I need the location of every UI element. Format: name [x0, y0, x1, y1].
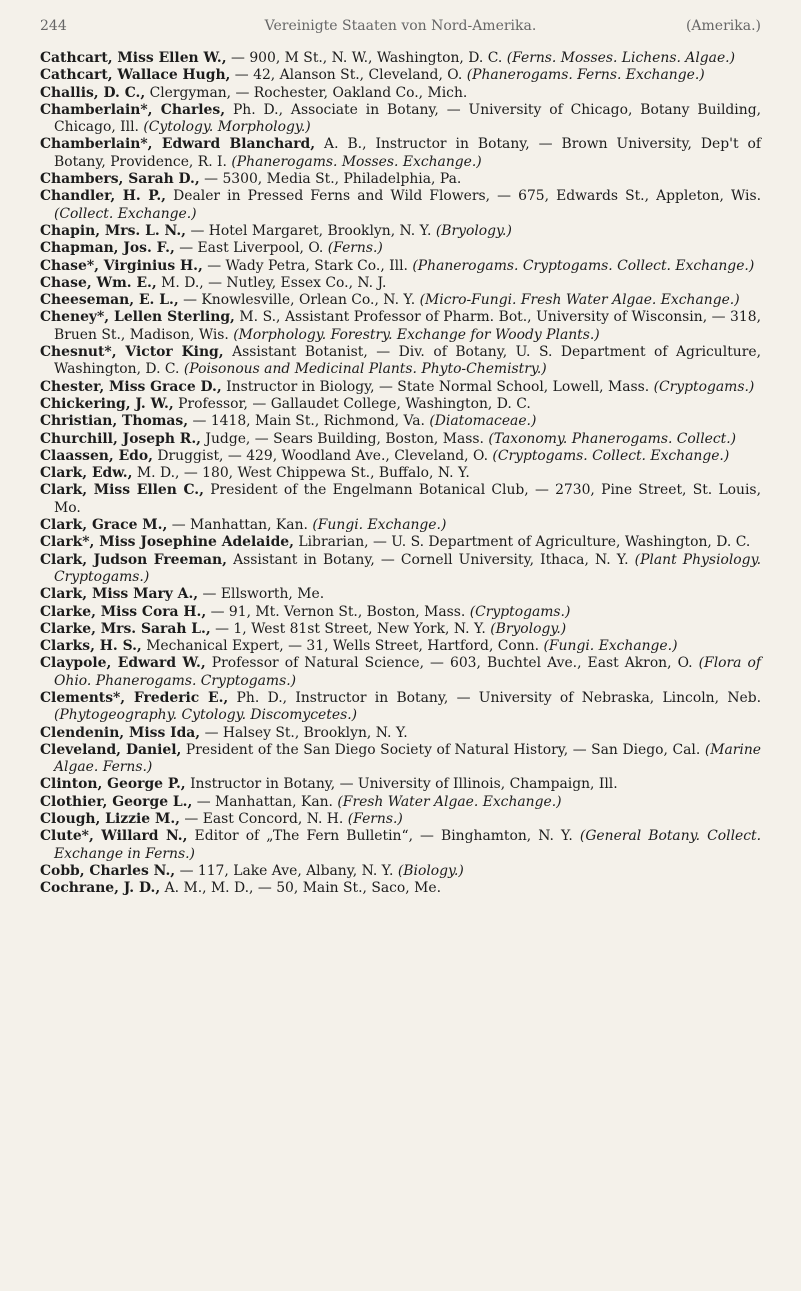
directory-entry — [40, 517, 761, 534]
directory-entry — [40, 482, 761, 517]
entry-name: Chapin, Mrs. L. N., — [40, 222, 187, 239]
entry-name: Churchill, Joseph R., — [40, 430, 201, 447]
entry-details: — Manhattan, Kan. — [167, 517, 313, 534]
entry-details: President of the Engelmann Botanical Club, — 2730, Pine Street, St. Louis, Mo. — [54, 482, 761, 516]
entry-interests: (Ferns.) — [347, 811, 403, 828]
directory-entry — [40, 102, 761, 137]
directory-entry — [40, 880, 761, 897]
entry-details: Clergyman, — Rochester, Oakland Co., Mich. — [145, 84, 468, 101]
entry-name: Cobb, Charles N., — [40, 862, 176, 879]
entry-interests: (Micro-Fungi. Fresh Water Algae. Exchange.) — [419, 292, 740, 309]
entry-interests: (Phytogeography. Cytology. Discomycetes.) — [54, 707, 358, 724]
entry-name: Clarke, Mrs. Sarah L., — [40, 620, 211, 637]
entry-name: Chambers, Sarah D., — [40, 171, 200, 188]
entry-details: Ph. D., Associate in Botany, — University of Chicago, Botany Building, Chicago, Ill. — [54, 101, 761, 136]
entry-details: — 1418, Main St., Richmond, Va. — [188, 413, 430, 430]
directory-entry — [40, 258, 761, 275]
directory-entry — [40, 828, 761, 863]
directory-entry — [40, 309, 761, 344]
entry-name: Chase*, Virginius H., — [40, 257, 203, 274]
directory-entry — [40, 638, 761, 655]
directory-entry — [40, 552, 761, 587]
entry-interests: (Collect. Exchange.) — [54, 205, 197, 222]
entry-interests: (Cryptogams. Collect. Exchange.) — [492, 447, 730, 464]
entry-name: Cheney*, Lellen Sterling, — [40, 309, 235, 326]
entry-interests: (Taxonomy. Phanerogams. Collect.) — [488, 430, 737, 447]
entry-name: Cathcart, Miss Ellen W., — [40, 50, 227, 66]
entry-interests: (Cytology. Morphology.) — [143, 119, 311, 136]
entry-details: Assistant in Botany, — Cornell University, Ithaca, N. Y. — [226, 551, 635, 568]
entry-details: — 117, Lake Ave, Albany, N. Y. — [175, 862, 398, 879]
directory-entry — [40, 794, 761, 811]
entry-details: Judge, — Sears Building, Boston, Mass. — [201, 430, 489, 447]
entry-details: Instructor in Botany, — University of Illinois, Champaign, Ill. — [185, 776, 618, 793]
entry-details: — Manhattan, Kan. — [192, 793, 338, 810]
entry-name: Christian, Thomas, — [40, 413, 189, 430]
page-header — [40, 18, 761, 42]
entry-name: Chandler, H. P., — [40, 188, 167, 205]
directory-entry — [40, 85, 761, 102]
directory-entry — [40, 240, 761, 257]
entry-details: — 1, West 81st Street, New York, N. Y. — [210, 620, 491, 637]
directory-entry — [40, 379, 761, 396]
entry-name: Cathcart, Wallace Hugh, — [40, 67, 231, 84]
entry-details: Ph. D., Instructor in Botany, — University of Nebraska, Lincoln, Neb. — [228, 689, 762, 706]
directory-entry — [40, 604, 761, 621]
entry-details: A. B., Instructor in Botany, — Brown University, Dep't of Botany, Providence, R. I. — [54, 136, 761, 170]
directory-entry — [40, 413, 761, 430]
directory-entry — [40, 292, 761, 309]
entry-interests: (Fungi. Exchange.) — [312, 517, 447, 534]
directory-entry — [40, 136, 761, 171]
entry-interests: (Phanerogams. Cryptogams. Collect. Exchange.) — [412, 257, 755, 274]
entry-name: Clark, Judson Freeman, — [40, 551, 227, 568]
entry-details: M. D., — 180, West Chippewa St., Buffalo, N. Y. — [132, 465, 470, 482]
running-title: Vereinigte Staaten von Nord-Amerika. — [264, 18, 537, 34]
entry-details: — Knowlesville, Orlean Co., N. Y. — [178, 292, 420, 309]
entry-details: Mechanical Expert, — 31, Wells Street, Hartford, Conn. — [141, 638, 544, 655]
entry-interests: (Phanerogams. Mosses. Exchange.) — [231, 153, 482, 170]
entry-interests: (Marine Algae. Ferns.) — [54, 741, 761, 776]
entry-details: Librarian, — U. S. Department of Agriculture, Washington, D. C. — [293, 534, 751, 551]
entry-details: — 900, M St., N. W., Washington, D. C. — [226, 50, 507, 66]
entry-details: — 5300, Media St., Philadelphia, Pa. — [199, 171, 462, 188]
directory-entry — [40, 725, 761, 742]
directory-entry — [40, 67, 761, 84]
entry-name: Clarke, Miss Cora H., — [40, 603, 207, 620]
entry-name: Clothier, George L., — [40, 793, 193, 810]
entry-details: Druggist, — 429, Woodland Ave., Cleveland, O. — [152, 447, 493, 464]
directory-entry — [40, 534, 761, 551]
entry-name: Chester, Miss Grace D., — [40, 378, 222, 395]
entry-name: Clarks, H. S., — [40, 638, 142, 655]
directory-entry — [40, 275, 761, 292]
entry-details: — 91, Mt. Vernon St., Boston, Mass. — [206, 603, 470, 620]
directory-entry — [40, 776, 761, 793]
directory-entry — [40, 863, 761, 880]
entry-name: Chase, Wm. E., — [40, 274, 157, 291]
entry-interests: (Flora of Ohio. Phanerogams. Cryptogams.) — [54, 655, 761, 689]
entry-interests: (Cryptogams.) — [653, 378, 755, 395]
entry-name: Cleveland, Daniel, — [40, 741, 182, 758]
entry-name: Chamberlain*, Charles, — [40, 101, 226, 118]
entry-details: Assistant Botanist, — Div. of Botany, U. S. Department of Agriculture, Washington, D. C. — [54, 344, 761, 378]
entry-interests: (Fungi. Exchange.) — [543, 638, 678, 655]
section-label: (Amerika.) — [685, 18, 761, 34]
entry-details: Dealer in Pressed Ferns and Wild Flowers, — 675, Edwards St., Appleton, Wis. — [166, 188, 761, 205]
entry-details: — East Concord, N. H. — [180, 811, 348, 828]
directory-entry — [40, 448, 761, 465]
entry-name: Clark, Grace M., — [40, 517, 168, 534]
entry-name: Clark, Edw., — [40, 465, 133, 482]
entry-interests: (Diatomaceae.) — [429, 413, 537, 430]
entry-interests: (Ferns.) — [327, 240, 383, 257]
entry-details: — Hotel Margaret, Brooklyn, N. Y. — [186, 222, 436, 239]
entry-interests: (Biology.) — [397, 862, 464, 879]
entry-name: Chamberlain*, Edward Blanchard, — [40, 136, 316, 153]
directory-entry — [40, 188, 761, 223]
entry-name: Clendenin, Miss Ida, — [40, 724, 201, 741]
entry-details: Professor of Natural Science, — 603, Buchtel Ave., East Akron, O. — [205, 655, 699, 672]
directory-entry — [40, 621, 761, 638]
directory-entry — [40, 223, 761, 240]
entry-interests: (Morphology. Forestry. Exchange for Woody Plants.) — [233, 326, 600, 343]
directory-entry — [40, 396, 761, 413]
entry-name: Chesnut*, Victor King, — [40, 344, 224, 361]
directory-entry — [40, 171, 761, 188]
entry-details: Instructor in Biology, — State Normal School, Lowell, Mass. — [221, 378, 654, 395]
entry-details: — Halsey St., Brooklyn, N. Y. — [200, 724, 408, 741]
entry-name: Claypole, Edward W., — [40, 655, 206, 672]
entry-name: Clements*, Frederic E., — [40, 689, 229, 706]
entry-details: M. S., Assistant Professor of Pharm. Bot., University of Wisconsin, — 318, Bruen St., Madison, Wis. — [54, 309, 761, 343]
entry-details: — 42, Alanson St., Cleveland, O. — [230, 67, 467, 84]
directory-entry — [40, 344, 761, 379]
entry-name: Challis, D. C., — [40, 84, 146, 101]
entry-interests: (Poisonous and Medicinal Plants. Phyto-Chemistry.) — [183, 361, 547, 378]
entry-details: — Wady Petra, Stark Co., Ill. — [202, 257, 413, 274]
entry-interests: (Plant Physiology. Cryptogams.) — [54, 551, 761, 585]
directory-entries — [40, 50, 761, 898]
directory-entry — [40, 465, 761, 482]
directory-entry — [40, 431, 761, 448]
entry-name: Clute*, Willard N., — [40, 828, 188, 845]
entry-name: Clough, Lizzie M., — [40, 811, 180, 828]
entry-details: — East Liverpool, O. — [174, 240, 328, 257]
entry-name: Cheeseman, E. L., — [40, 292, 179, 309]
directory-entry — [40, 742, 761, 777]
entry-details: Editor of „The Fern Bulletin“, — Binghamton, N. Y. — [187, 828, 580, 845]
directory-entry — [40, 690, 761, 725]
entry-details: Professor, — Gallaudet College, Washington, D. C. — [173, 395, 531, 412]
entry-name: Claassen, Edo, — [40, 447, 153, 464]
entry-details: M. D., — Nutley, Essex Co., N. J. — [156, 274, 387, 291]
entry-interests: (Cryptogams.) — [469, 603, 571, 620]
entry-name: Cochrane, J. D., — [40, 880, 161, 897]
entry-name: Clark*, Miss Josephine Adelaide, — [40, 534, 294, 551]
page-number: 244 — [40, 18, 67, 34]
entry-name: Clark, Miss Ellen C., — [40, 482, 204, 499]
directory-entry — [40, 811, 761, 828]
directory-entry — [40, 50, 761, 67]
entry-interests: (General Botany. Collect. Exchange in Ferns.) — [54, 828, 762, 862]
entry-name: Clark, Miss Mary A., — [40, 586, 199, 603]
entry-interests: (Bryology.) — [490, 620, 567, 637]
entry-interests: (Ferns. Mosses. Lichens. Algae.) — [506, 50, 736, 66]
entry-interests: (Fresh Water Algae. Exchange.) — [337, 793, 562, 810]
entry-details: A. M., M. D., — 50, Main St., Saco, Me. — [160, 880, 441, 897]
directory-entry — [40, 655, 761, 690]
entry-name: Chickering, J. W., — [40, 395, 174, 412]
entry-interests: (Bryology.) — [435, 222, 512, 239]
entry-name: Chapman, Jos. F., — [40, 240, 175, 257]
entry-details: — Ellsworth, Me. — [198, 586, 325, 603]
entry-details: President of the San Diego Society of Natural History, — San Diego, Cal. — [181, 741, 705, 758]
entry-interests: (Phanerogams. Ferns. Exchange.) — [466, 67, 705, 84]
directory-entry — [40, 586, 761, 603]
entry-name: Clinton, George P., — [40, 776, 186, 793]
